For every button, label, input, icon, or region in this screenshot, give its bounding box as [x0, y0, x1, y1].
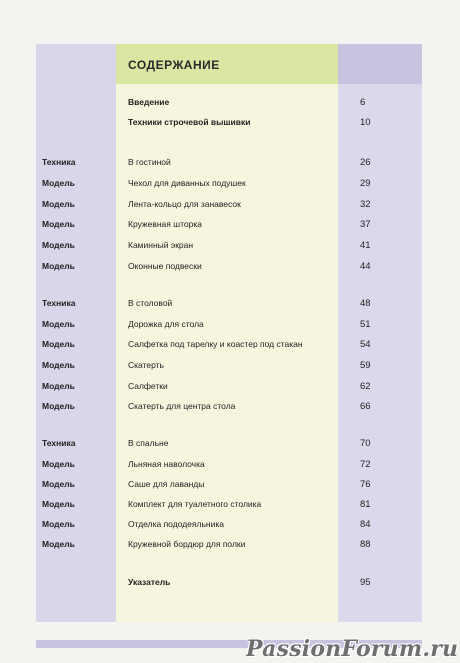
toc-label: Модель [42, 499, 75, 509]
toc-entry-text: В гостиной [128, 157, 171, 167]
toc-label: Техника [42, 157, 76, 167]
toc-page-number: 84 [360, 519, 371, 530]
toc-label: Модель [42, 319, 75, 329]
toc-row [0, 360, 460, 374]
toc-label: Модель [42, 459, 75, 469]
toc-entry-text: Льняная наволочка [128, 459, 205, 469]
watermark: PassionForum.ru [246, 636, 459, 662]
toc-entry-text: Саше для лаванды [128, 479, 205, 489]
toc-row [0, 261, 460, 275]
toc-label: Модель [42, 339, 75, 349]
toc-page-number: 54 [360, 339, 371, 350]
toc-page-number: 26 [360, 157, 371, 168]
toc-label: Модель [42, 360, 75, 370]
toc-entry-text: Салфетки [128, 381, 168, 391]
toc-entry-text: Отделка пододеяльника [128, 519, 224, 529]
toc-page-number: 66 [360, 401, 371, 412]
toc-row [0, 519, 460, 533]
toc-page-number: 70 [360, 438, 371, 449]
toc-label: Модель [42, 539, 75, 549]
toc-row [0, 539, 460, 553]
toc-entry-text: Комплект для туалетного столика [128, 499, 262, 509]
toc-entry-text: Каминный экран [128, 240, 194, 250]
toc-row-intro [0, 97, 460, 111]
toc-entry-text: Кружевной бордюр для полки [128, 539, 246, 549]
toc-page-number: 62 [360, 381, 371, 392]
toc-row [0, 319, 460, 333]
toc-page-number: 95 [360, 577, 371, 588]
toc-label: Модель [42, 519, 75, 529]
toc-page-number: 32 [360, 199, 371, 210]
toc-label: Модель [42, 381, 75, 391]
toc-label: Модель [42, 240, 75, 250]
toc-row-index [0, 577, 460, 591]
toc-row [0, 157, 460, 171]
toc-page-number: 29 [360, 178, 371, 189]
toc-entry-text: В спальне [128, 438, 169, 448]
toc-row [0, 381, 460, 395]
toc-row [0, 199, 460, 213]
toc-row [0, 438, 460, 452]
toc-page-number: 41 [360, 240, 371, 251]
toc-row [0, 479, 460, 493]
toc-page-number: 88 [360, 539, 371, 550]
toc-entry-text: Салфетка под тарелку и коастер под стакан [128, 339, 303, 349]
toc-page-number: 76 [360, 479, 371, 490]
toc-label: Модель [42, 261, 75, 271]
toc-entry-text: Чехол для диванных подушек [128, 178, 246, 188]
toc-row [0, 401, 460, 415]
toc-entry-text: Лента-кольцо для занавесок [128, 199, 241, 209]
toc-label: Техника [42, 298, 76, 308]
toc-entry-text: Дорожка для стола [128, 319, 204, 329]
toc-row [0, 178, 460, 192]
toc-entry-text: Кружевная шторка [128, 219, 202, 229]
toc-label: Модель [42, 219, 75, 229]
toc-entry-text: Указатель [128, 577, 171, 587]
page-title: СОДЕРЖАНИЕ [128, 58, 220, 72]
toc-entry-text: Оконные подвески [128, 261, 202, 271]
toc-row [0, 459, 460, 473]
header-right-band [338, 44, 422, 84]
toc-page-number: 81 [360, 499, 371, 510]
toc-page-number: 10 [360, 117, 371, 128]
toc-entry-text: В столовой [128, 298, 173, 308]
toc-row [0, 240, 460, 254]
toc-label: Модель [42, 178, 75, 188]
toc-row-techniques [0, 117, 460, 131]
toc-entry-text: Скатерть [128, 360, 164, 370]
toc-label: Модель [42, 479, 75, 489]
toc-entry-text: Техники строчевой вышивки [128, 117, 251, 127]
toc-page-number: 44 [360, 261, 371, 272]
toc-label: Модель [42, 199, 75, 209]
toc-entry-text: Введение [128, 97, 170, 107]
toc-row [0, 298, 460, 312]
toc-row [0, 219, 460, 233]
toc-page-number: 6 [360, 97, 366, 108]
toc-row [0, 499, 460, 513]
toc-page-number: 59 [360, 360, 371, 371]
toc-page-number: 37 [360, 219, 371, 230]
toc-label: Техника [42, 438, 76, 448]
toc-page-number: 51 [360, 319, 371, 330]
toc-row [0, 339, 460, 353]
toc-page-number: 72 [360, 459, 371, 470]
toc-entry-text: Скатерть для центра стола [128, 401, 236, 411]
toc-page-number: 48 [360, 298, 371, 309]
toc-label: Модель [42, 401, 75, 411]
